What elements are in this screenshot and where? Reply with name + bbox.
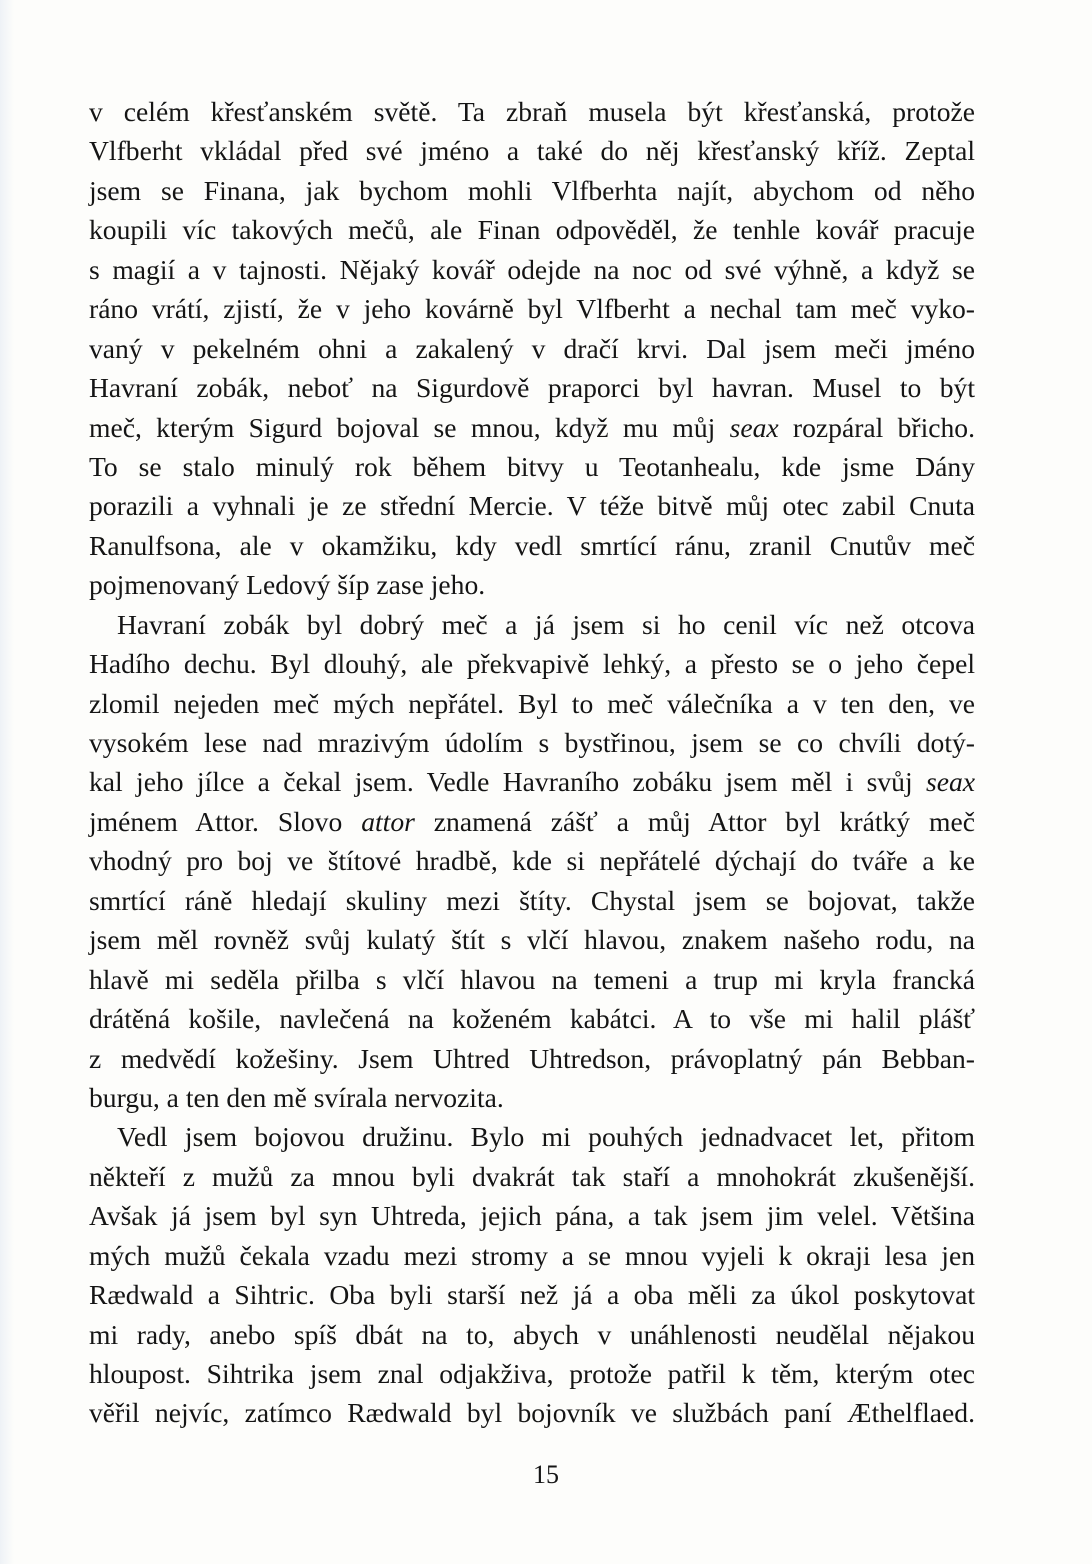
text-line: vaný v pekelném ohni a zakalený v dračí krvi. Dal jsem meči jméno [89, 332, 975, 364]
italic-term: seax [925, 766, 975, 798]
text-line: Vlfberht vkládal před své jméno a také do něj křesťanský kříž. Zeptal [89, 135, 975, 167]
text-line: mých mužů čekala vzadu mezi stromy a se mnou vyjeli k okraji lesa jen [89, 1239, 975, 1271]
text-line: smrtící ráně hledají skuliny mezi štíty. Chystal jsem se bojovat, takže [89, 884, 975, 916]
text-line: Havraní zobák byl dobrý meč a já jsem si ho cenil víc než otcova [117, 608, 975, 640]
text-line: z medvědí kožešiny. Jsem Uhtred Uhtredson, právoplatný pán Bebban- [89, 1042, 975, 1074]
text-line: meč, kterým Sigurd bojoval se mnou, když mu můj seax rozpáral břicho. [89, 411, 975, 443]
text-line: vhodný pro boj ve štítové hradbě, kde si nepřátelé dýchají do tváře a ke [89, 845, 975, 877]
body-text [89, 92, 975, 1433]
text-line: burgu, a ten den mě svírala nervozita. [89, 1081, 504, 1113]
text-line: ráno vrátí, zjistí, že v jeho kovárně byl Vlfberht a nechal tam meč vyko- [89, 293, 975, 325]
text-line: někteří z mužů za mnou byli dvakrát tak staří a mnohokrát zkušenější. [89, 1160, 975, 1192]
text-line: zlomil nejeden meč mých nepřátel. Byl to meč válečníka a v ten den, ve [89, 687, 975, 719]
text-line: Hadího dechu. Byl dlouhý, ale překvapivě lehký, a přesto se o jeho čepel [89, 648, 975, 680]
text-line: Avšak já jsem byl syn Uhtreda, jejich pána, a tak jsem jim velel. Většina [89, 1200, 975, 1232]
text-line: To se stalo minulý rok během bitvy u Teotanhealu, kde jsme Dány [89, 450, 975, 482]
italic-term: attor [361, 805, 415, 837]
text-line: kal jeho jílce a čekal jsem. Vedle Havraního zobáku jsem měl i svůj seax [89, 766, 975, 798]
text-line: s magií a v tajnosti. Nějaký kovář odejde na noc od své výhně, a když se [89, 253, 975, 285]
text-line: vysokém lese nad mrazivým údolím s bystřinou, jsem se co chvíli dotý- [89, 727, 975, 758]
text-line: v celém křesťanském světě. Ta zbraň musela být křesťanská, protože [89, 96, 975, 127]
text-line: pojmenovaný Ledový šíp zase jeho. [89, 569, 486, 601]
text-line: drátěná košile, navlečená na koženém kabátci. A to vše mi halil plášť [89, 1003, 975, 1035]
page-edge-shadow [0, 0, 14, 1564]
text-line: jménem Attor. Slovo attor znamená zášť a můj Attor byl krátký meč [89, 805, 975, 837]
text-line: hloupost. Sihtrika jsem znal odjakživa, protože patřil k těm, kterým otec [89, 1358, 975, 1389]
text-line: věřil nejvíc, zatímco Rædwald byl bojovník ve službách paní Æthelflaed. [89, 1397, 975, 1429]
italic-term: seax [729, 411, 779, 443]
text-line: Havraní zobák, neboť na Sigurdově praporci byl havran. Musel to být [89, 372, 975, 404]
text-line: mi rady, anebo spíš dbát na to, abych v unáhlenosti neudělal nějakou [89, 1318, 975, 1350]
text-line: jsem měl rovněž svůj kulatý štít s vlčí hlavou, znakem našeho rodu, na [89, 924, 975, 956]
text-line: koupili víc takových mečů, ale Finan odpověděl, že tenhle kovář pracuje [89, 214, 975, 246]
text-line: Ranulfsona, ale v okamžiku, kdy vedl smrtící ránu, zranil Cnutův meč [89, 529, 975, 561]
text-line: Rædwald a Sihtric. Oba byli starší než já a oba měli za úkol poskytovat [89, 1279, 975, 1311]
text-line: Vedl jsem bojovou družinu. Bylo mi pouhých jednadvacet let, přitom [117, 1121, 975, 1153]
text-line: porazili a vyhnali je ze střední Mercie. V téže bitvě můj otec zabil Cnuta [89, 490, 975, 522]
text-line: hlavě mi seděla přilba s vlčí hlavou na temeni a trup mi kryla francká [89, 963, 975, 995]
text-line: jsem se Finana, jak bychom mohli Vlfberhta najít, abychom od něho [89, 174, 975, 206]
page-number: 15 [533, 1460, 559, 1489]
